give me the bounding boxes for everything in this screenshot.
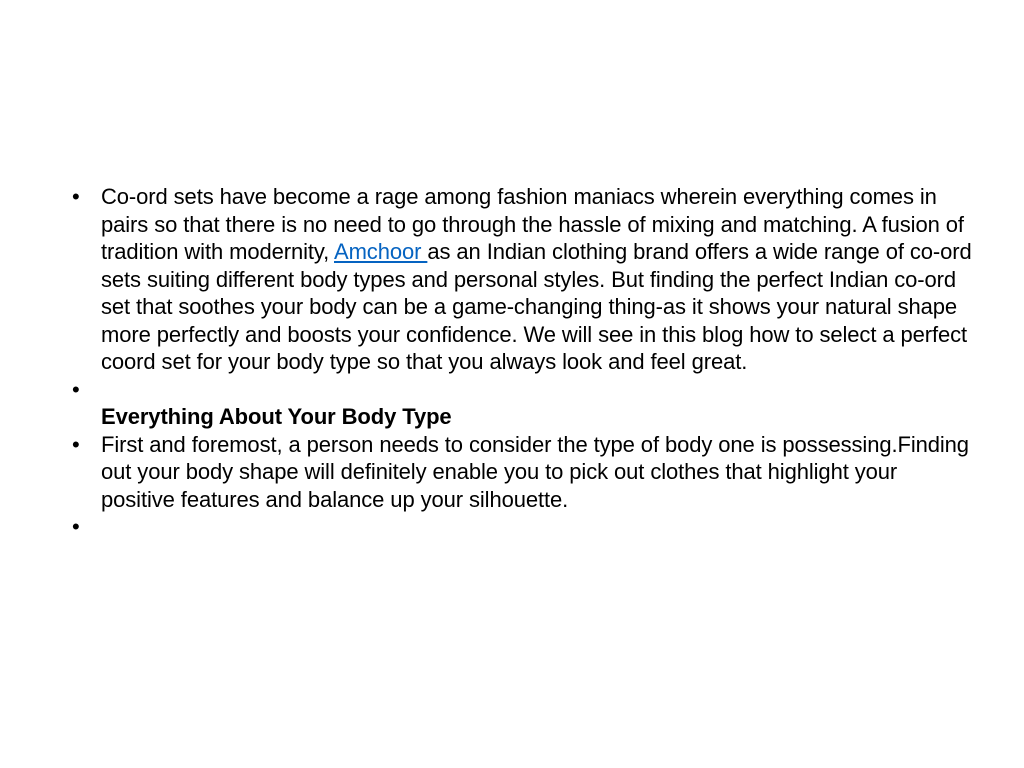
bullet-item-intro (72, 183, 972, 376)
bullet-list (72, 183, 972, 541)
intro-text-before-link: Co-ord sets have become a rage among fashion maniacs wherein everything comes in pairs so that there is no need to go through the hassle of mixing and matching. A fusion of tradition with modernity, (101, 184, 964, 264)
body-type-text: First and foremost, a person needs to consider the type of body one is possessing.Finding out your body shape will definitely enable you to pick out clothes that highlight your positive features and balance up your silhouette. (101, 431, 969, 512)
bullet-icon: • (72, 514, 80, 539)
bullet-item-body-type (72, 431, 972, 514)
empty-line (101, 513, 972, 541)
bullet-icon: • (72, 376, 80, 402)
bullet-icon: • (72, 184, 80, 209)
intro-text-after-link: as an Indian clothing brand offers a wide range of co-ord sets suiting different body types and personal styles. But finding the perfect Indian co-ord set that soothes your body can be a game-changing thing-as it shows your natural shape more perfectly and boosts your confidence. We will see in this blog how to select a perfect coord set for your body type so that you always look and feel great. (101, 239, 972, 374)
bullet-icon: • (72, 431, 80, 457)
empty-line (101, 376, 972, 404)
section-heading: Everything About Your Body Type (101, 404, 452, 429)
bullet-item-empty (72, 513, 972, 541)
amchoor-link[interactable]: Amchoor (334, 239, 428, 264)
bullet-item-heading (72, 376, 972, 431)
slide-body (72, 183, 972, 541)
